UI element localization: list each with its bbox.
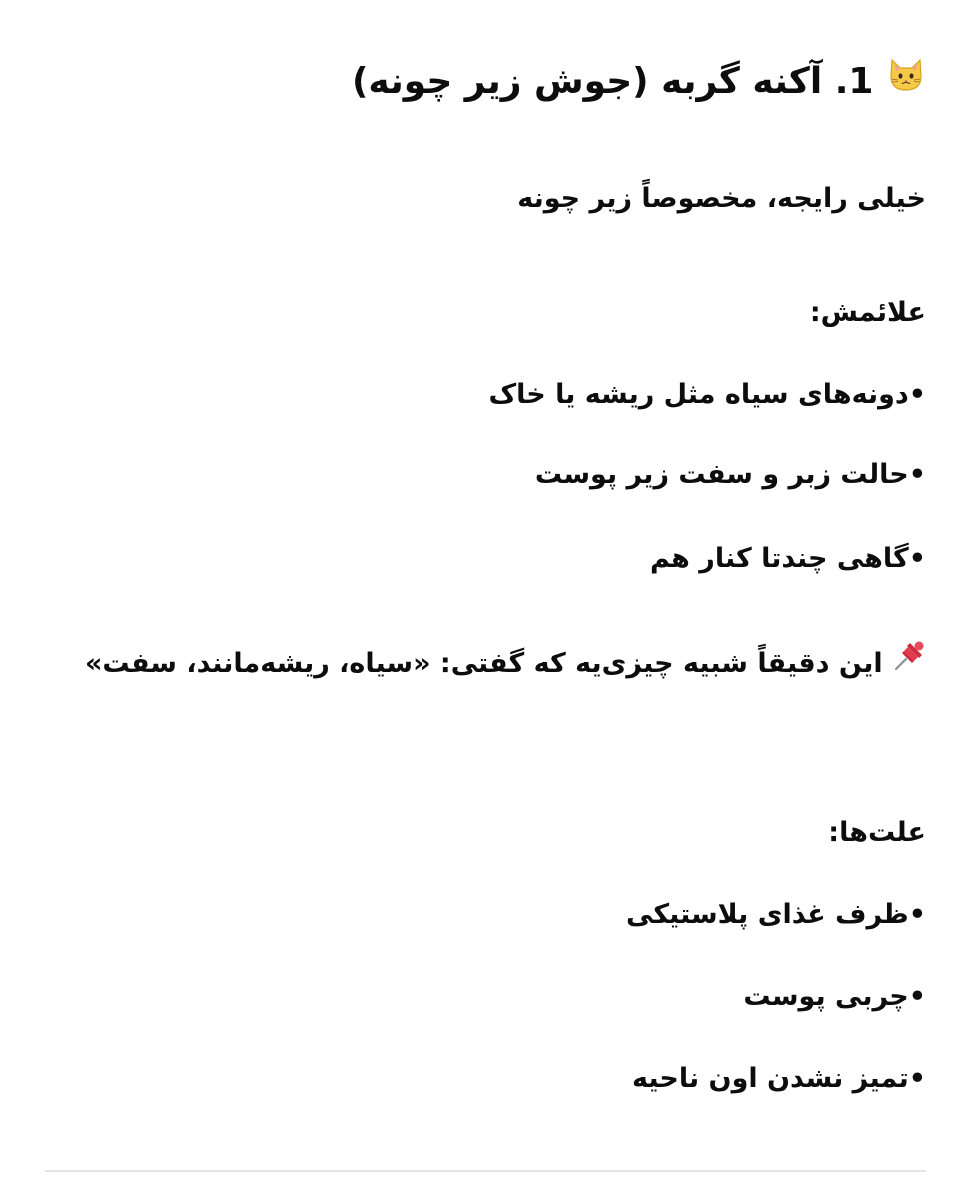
cause-item-text: ظرف غذای پلاستیکی bbox=[626, 899, 909, 930]
cause-item bbox=[626, 892, 926, 938]
bottom-divider bbox=[45, 1170, 926, 1172]
section-heading bbox=[352, 52, 926, 113]
symptom-item-text: دونه‌های سیاه مثل ریشه یا خاک bbox=[488, 379, 909, 410]
symptoms-label: علائمش: bbox=[809, 297, 926, 328]
intro-text: خیلی رایجه، مخصوصاً زیر چونه bbox=[517, 183, 926, 214]
cat-face-icon bbox=[886, 53, 926, 113]
note-callout bbox=[45, 638, 926, 691]
symptom-item-text: گاهی چندتا کنار هم bbox=[650, 543, 909, 574]
bullet-marker: • bbox=[908, 543, 926, 574]
bullet-marker: • bbox=[908, 899, 926, 930]
bullet-marker: • bbox=[908, 459, 926, 490]
bullet-marker: • bbox=[908, 379, 926, 410]
cause-item-text: چربی پوست bbox=[743, 981, 909, 1012]
pushpin-icon bbox=[892, 639, 926, 691]
note-text: این دقیقاً شبیه چیزی‌یه که گفتی: «سیاه، ریشه‌مانند، سفت» bbox=[84, 648, 883, 679]
symptom-item bbox=[488, 372, 926, 418]
heading-text: 1. آکنه گربه (جوش زیر چونه) bbox=[351, 61, 874, 102]
cause-item bbox=[632, 1056, 926, 1102]
symptom-item-text: حالت زبر و سفت زیر پوست bbox=[534, 459, 909, 490]
cause-item bbox=[743, 974, 926, 1020]
cause-item-text: تمیز نشدن اون ناحیه bbox=[632, 1063, 909, 1094]
symptom-item bbox=[535, 452, 926, 498]
bullet-marker: • bbox=[908, 1063, 926, 1094]
causes-label: علت‌ها: bbox=[828, 817, 926, 848]
symptom-item bbox=[650, 536, 926, 582]
bullet-marker: • bbox=[908, 981, 926, 1012]
